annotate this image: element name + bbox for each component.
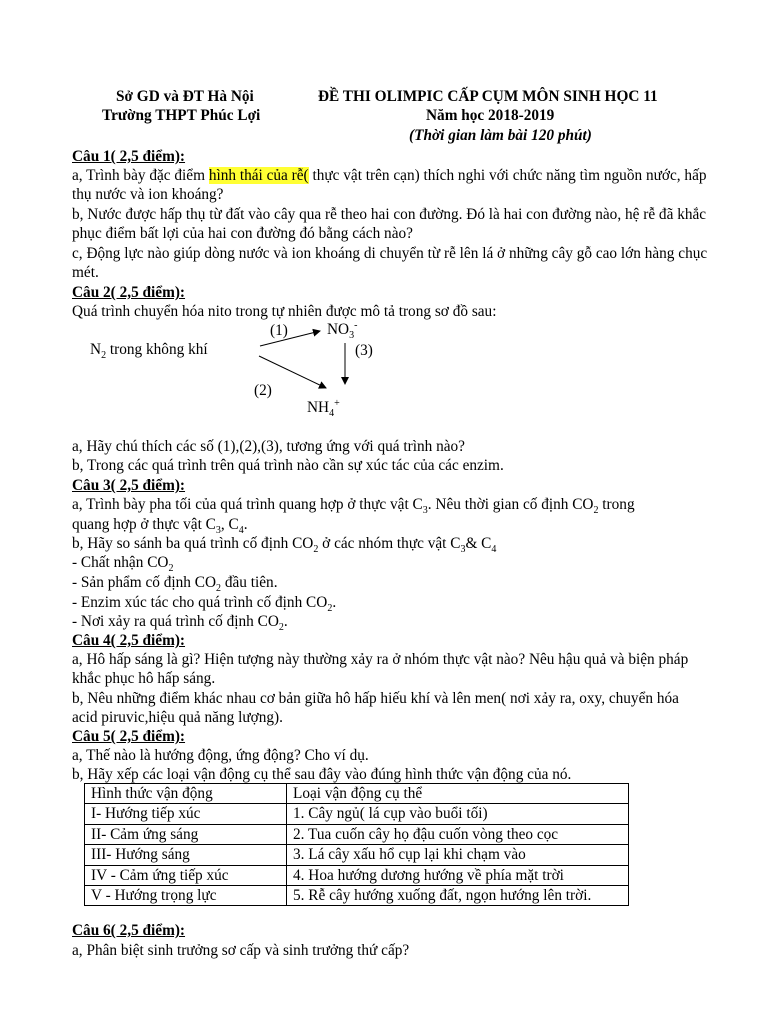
table-row	[85, 804, 629, 824]
table-cell: 3. Lá cây xấu hổ cụp lại khi chạm vào	[287, 845, 629, 865]
q1-title: Câu 1( 2,5 điểm):	[72, 148, 186, 165]
table-cell: II- Cảm ứng sáng	[85, 824, 287, 844]
table-cell: III- Hướng sáng	[85, 845, 287, 865]
table-header-cell: Loại vận động cụ thể	[287, 784, 629, 804]
motion-table	[84, 783, 629, 906]
q3-title: Câu 3( 2,5 điểm):	[72, 477, 186, 494]
table-header-cell: Hình thức vận động	[85, 784, 287, 804]
table-row	[85, 824, 629, 844]
diagram-n2-source: $N_2$ trong không khí	[90, 341, 208, 362]
table-cell: 2. Tua cuốn cây họ đậu cuốn vòng theo cọc	[287, 824, 629, 844]
table-header-row	[85, 784, 629, 804]
table-cell: 5. Rễ cây hướng xuống đất, ngọn hướng lên trời.	[287, 886, 629, 906]
q2-part-b: b, Trong các quá trình trên quá trình nào cần sự xúc tác của các enzim.	[72, 457, 504, 474]
q3-item-4: - Nơi xảy ra quá trình cố định $CO_2$.	[72, 613, 288, 634]
q3-item-1: - Chất nhận $CO_2$	[72, 554, 174, 575]
q1-a-text-rest: thực vật trên cạn) thích nghi với chức năng tìm nguồn nước, hấp thụ nước và ion khoáng?	[72, 167, 707, 204]
q1-a-highlight: hình thái của rễ(	[208, 167, 309, 184]
q5-title: Câu 5( 2,5 điểm):	[72, 728, 186, 745]
header-department: Sở GD và ĐT Hà Nội	[116, 88, 254, 105]
q3-part-b: b, Hãy so sánh ba quá trình cố định $CO_2$ ở các nhóm thực vật $C_3\&$ $C_4$	[72, 535, 497, 556]
table-row	[85, 865, 629, 885]
q2-intro: Quá trình chuyển hóa nito trong tự nhiên được mô tả trong sơ đồ sau:	[72, 303, 497, 320]
header-school-year: Năm học 2018-2019	[426, 107, 555, 124]
q5-part-b: b, Hãy xếp các loại vận động cụ thể sau đây vào đúng hình thức vận động của nó.	[72, 766, 572, 783]
header-time-limit: (Thời gian làm bài 120 phút)	[409, 127, 592, 144]
diagram-nh4: $NH_4^+$	[307, 397, 340, 420]
table-cell: 4. Hoa hướng dương hướng về phía mặt trời	[287, 865, 629, 885]
q6-title: Câu 6( 2,5 điểm):	[72, 922, 186, 939]
diagram-label-3: (3)	[355, 342, 373, 359]
header-exam-title: ĐỀ THI OLIMPIC CẤP CỤM MÔN SINH HỌC 11	[318, 88, 658, 105]
q5-part-a: a, Thế nào là hướng động, ứng động? Cho ví dụ.	[72, 747, 369, 764]
table-cell: 1. Cây ngủ( lá cụp vào buổi tối)	[287, 804, 629, 824]
table-cell: V - Hướng trọng lực	[85, 886, 287, 906]
table-row	[85, 845, 629, 865]
diagram-label-2: (2)	[254, 382, 272, 399]
table-cell: IV - Cảm ứng tiếp xúc	[85, 865, 287, 885]
q1-a-text: a, Trình bày đặc điểm	[72, 167, 209, 184]
q1-part-b: b, Nước được hấp thụ từ đất vào cây qua rễ theo hai con đường. Đó là hai con đường nào, hệ rễ đã khắc phục điểm bất lợi của hai con đường đó bằng cách nào?	[72, 206, 707, 243]
table-row	[85, 886, 629, 906]
q3-part-a-line2: quang hợp ở thực vật $C_3$, $C_4$.	[72, 516, 248, 537]
q2-part-a: a, Hãy chú thích các số (1),(2),(3), tương ứng với quá trình nào?	[72, 438, 465, 455]
q4-title: Câu 4( 2,5 điểm):	[72, 632, 186, 649]
q3-item-3: - Enzim xúc tác cho quá trình cố định $CO_2$.	[72, 594, 337, 615]
diagram-label-1: (1)	[270, 322, 288, 339]
q4-part-a: a, Hô hấp sáng là gì? Hiện tượng này thường xảy ra ở nhóm thực vật nào? Nêu hậu quả và biện pháp khắc phục hô hấp sáng.	[72, 651, 689, 688]
q2-title: Câu 2( 2,5 điểm):	[72, 284, 186, 301]
q4-part-b: b, Nêu những điểm khác nhau cơ bản giữa hô hấp hiếu khí và lên men( nơi xảy ra, oxy, chuyển hóa acid piruvic,hiệu quả năng lượng).	[72, 690, 679, 727]
header-school: Trường THPT Phúc Lợi	[102, 107, 261, 124]
q3-item-2: - Sản phẩm cố định $CO_2$ đầu tiên.	[72, 574, 278, 595]
q6-part-a: a, Phân biệt sinh trưởng sơ cấp và sinh trưởng thứ cấp?	[72, 942, 410, 959]
table-cell: I- Hướng tiếp xúc	[85, 804, 287, 824]
diagram-no3: $NO_3^-$	[327, 319, 358, 342]
q1-part-c: c, Động lực nào giúp dòng nước và ion khoáng di chuyển từ rễ lên lá ở những cây gỗ cao lớn hàng chục mét.	[72, 245, 708, 282]
arrow-1	[260, 331, 320, 346]
arrow-2	[259, 356, 326, 388]
q3-part-a-line1: a, Trình bày pha tối của quá trình quang hợp ở thực vật $C_3$. Nêu thời gian cố định $CO_2$ trong	[72, 496, 635, 517]
